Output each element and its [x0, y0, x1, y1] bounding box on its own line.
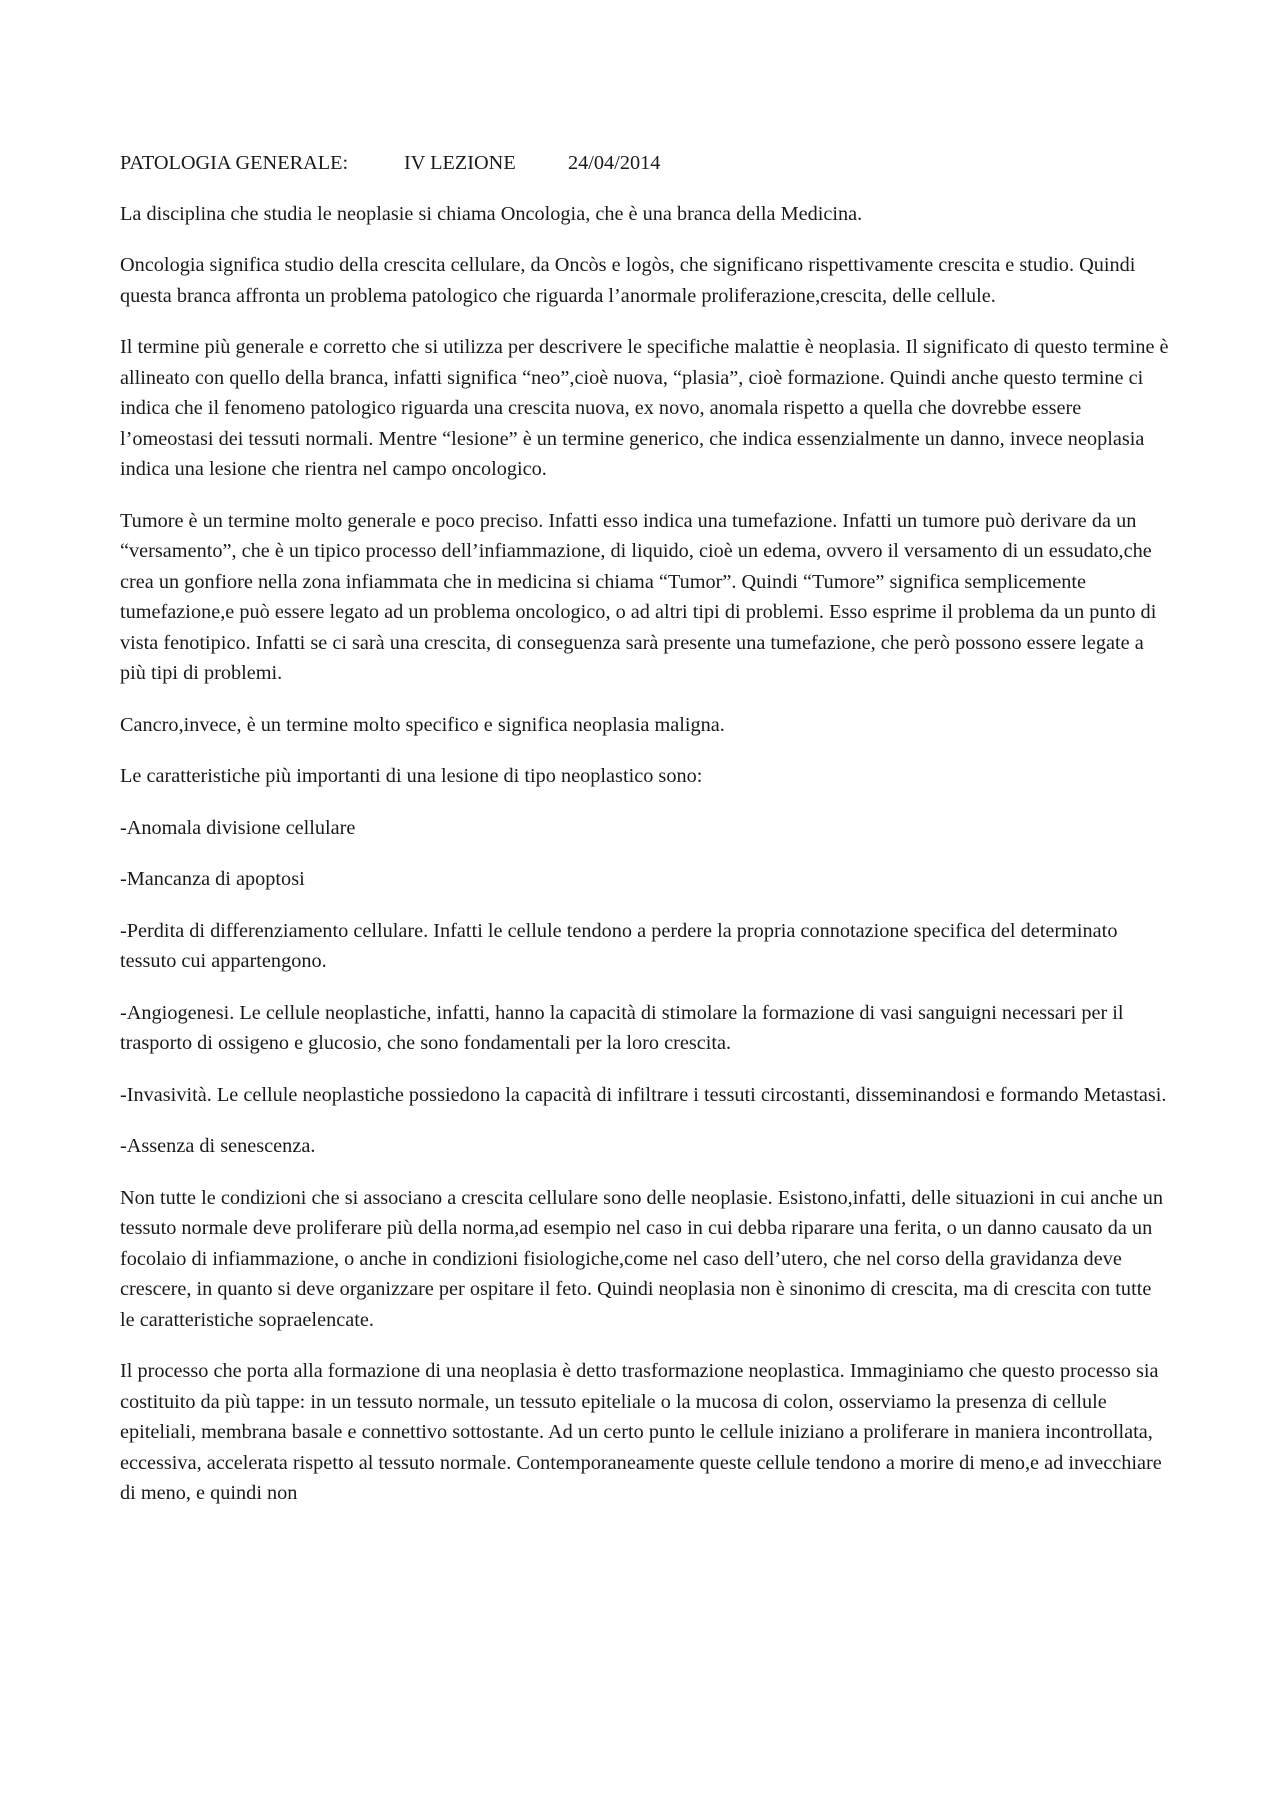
lesson-number: IV LEZIONE: [404, 152, 516, 174]
list-item: -Perdita di differenziamento cellulare. Infatti le cellule tendono a perdere la propria connotazione specifica del determinato tessuto cui appartengono.: [120, 919, 1118, 972]
paragraph: Il termine più generale e corretto che si utilizza per descrivere le specifiche malattie è neoplasia. Il significato di questo termine è allineato con quello della branca, infatti significa “neo”,cioè nuova, “plasia”, cioè formazione. Quindi anche questo termine ci indica che il fenomeno patologico riguarda una crescita nuova, ex novo, anomala rispetto a quella che dovrebbe essere l’omeostasi dei tessuti normali. Mentre “lesione” è un termine generico, che indica essenzialmente un danno, invece neoplasia indica una lesione che rientra nel campo oncologico.: [120, 336, 1169, 480]
list-item: -Invasività. Le cellule neoplastiche possiedono la capacità di infiltrare i tessuti circostanti, disseminandosi e formando Metastasi.: [120, 1083, 1167, 1106]
paragraph: Tumore è un termine molto generale e poco preciso. Infatti esso indica una tumefazione. Infatti un tumore può derivare da un “versamento”, che è un tipico processo dell’infiammazione, di liquido, cioè un edema, ovvero il versamento di un essudato,che crea un gonfiore nella zona infiammata che in medicina si chiama “Tumor”. Quindi “Tumore” significa semplicemente tumefazione,e può essere legato ad un problema oncologico, o ad altri tipi di problemi. Esso esprime il problema da un punto di vista fenotipico. Infatti se ci sarà una crescita, di conseguenza sarà presente una tumefazione, che però possono essere legate a più tipi di problemi.: [120, 509, 1157, 684]
paragraph: Il processo che porta alla formazione di una neoplasia è detto trasformazione neoplastica. Immaginiamo che questo processo sia costituito da più tappe: in un tessuto normale, un tessuto epiteliale o la mucosa di colon, osserviamo la presenza di cellule epiteliali, membrana basale e connettivo sottostante. Ad un certo punto le cellule iniziano a proliferare in maniera incontrollata, eccessiva, accelerata rispetto al tessuto normale. Contemporaneamente queste cellule tendono a morire di meno,e ad invecchiare di meno, e quindi non: [120, 1360, 1162, 1504]
paragraph: Non tutte le condizioni che si associano a crescita cellulare sono delle neoplasie. Esistono,infatti, delle situazioni in cui anche un tessuto normale deve proliferare più della norma,ad esempio nel caso in cui debba riparare una ferita, o un danno causato da un focolaio di infiammazione, o anche in condizioni fisiologiche,come nel caso dell’utero, che nel corso della gravidanza deve crescere, in quanto si deve organizzare per ospitare il feto. Quindi neoplasia non è sinonimo di crescita, ma di crescita con tutte le caratteristiche sopraelencate.: [120, 1186, 1164, 1331]
paragraph: Oncologia significa studio della crescita cellulare, da Oncòs e logòs, che significano rispettivamente crescita e studio. Quindi questa branca affronta un problema patologico che riguarda l’anormale proliferazione,crescita, delle cellule.: [120, 254, 1136, 307]
document-header: [120, 148, 1170, 179]
list-item: -Anomala divisione cellulare: [120, 816, 356, 839]
list-item: -Angiogenesi. Le cellule neoplastiche, infatti, hanno la capacità di stimolare la formazione di vasi sanguigni necessari per il trasporto di ossigeno e glucosio, che sono fondamentali per la loro crescita.: [120, 1001, 1124, 1054]
paragraph: La disciplina che studia le neoplasie si chiama Oncologia, che è una branca della Medicina.: [120, 202, 863, 225]
document-body: [120, 148, 1170, 1530]
list-item: -Assenza di senescenza.: [120, 1135, 316, 1157]
paragraph: Cancro,invece, è un termine molto specifico e significa neoplasia maligna.: [120, 713, 725, 736]
course-title: PATOLOGIA GENERALE:: [120, 152, 349, 174]
list-item: -Mancanza di apoptosi: [120, 868, 305, 890]
lesson-date: 24/04/2014: [568, 152, 661, 174]
paragraph: Le caratteristiche più importanti di una lesione di tipo neoplastico sono:: [120, 765, 703, 787]
